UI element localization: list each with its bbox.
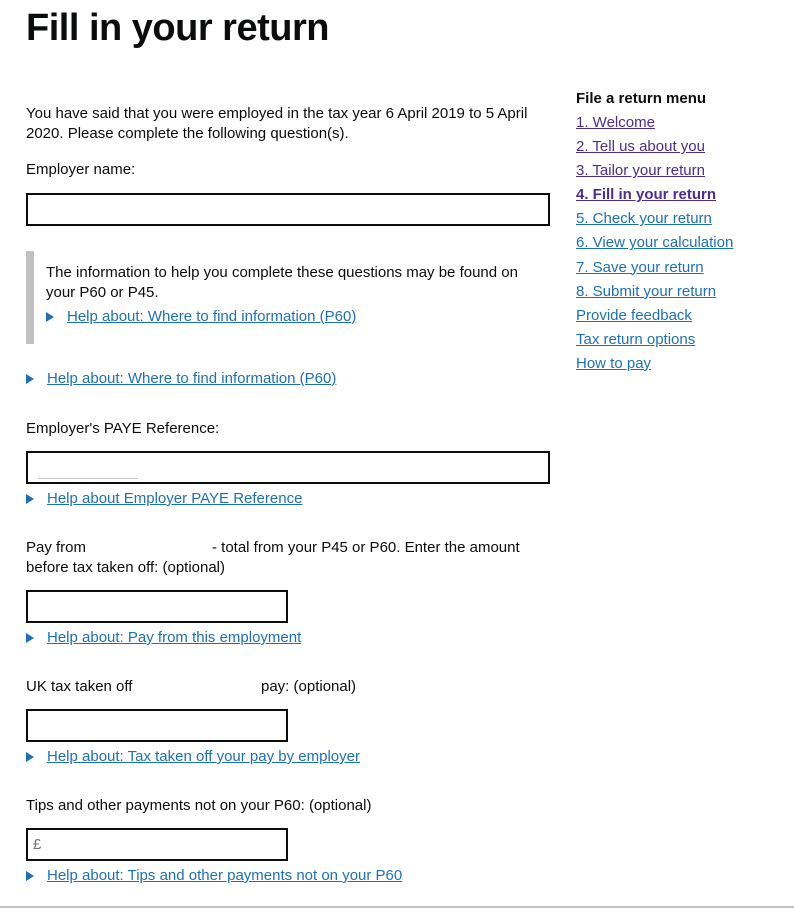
triangle-right-icon [46, 312, 54, 322]
file-return-menu [576, 89, 786, 378]
intro-text: You have said that you were employed in the tax year 6 April 2019 to 5 April 2020. Please complete the following question(s). [26, 105, 528, 142]
triangle-right-icon [26, 494, 34, 504]
tips-label: Tips and other payments not on your P60: (optional) [26, 797, 372, 814]
employer-name-input[interactable] [26, 193, 550, 226]
triangle-right-icon [26, 871, 34, 881]
page-title: Fill in your return [26, 7, 329, 49]
paye-reference-input[interactable] [26, 451, 550, 484]
nav-item-tailor-your-return[interactable]: 3. Tailor your return [576, 162, 705, 180]
inset-help-where-find-link[interactable]: Help about: Where to find information (P60) [67, 308, 357, 325]
triangle-right-icon [26, 374, 34, 384]
nav-item-view-your-calculation[interactable]: 6. View your calculation [576, 234, 734, 252]
help-uk-tax-link[interactable]: Help about: Tax taken off your pay by employer [47, 748, 360, 765]
uk-tax-label-suffix: pay: (optional) [261, 678, 357, 695]
nav-item-check-your-return[interactable]: 5. Check your return [576, 210, 712, 228]
tips-input[interactable] [26, 828, 288, 861]
nav-item-tell-us-about-you[interactable]: 2. Tell us about you [576, 138, 705, 156]
inset-text-block [26, 251, 546, 344]
pay-from-label-prefix: Pay from [26, 539, 87, 556]
paye-reference-label: Employer's PAYE Reference: [26, 420, 220, 437]
paye-reference-underline [38, 478, 138, 479]
inset-help-where-find-details[interactable] [46, 307, 536, 327]
pound-prefix: £ [33, 836, 42, 853]
help-paye-link[interactable]: Help about Employer PAYE Reference [47, 490, 303, 507]
pay-from-label-suffix: - total from your P45 or P60. Enter the amount before tax taken off: (optional) [26, 539, 520, 576]
help-pay-from-link[interactable]: Help about: Pay from this employment [47, 629, 302, 646]
help-uk-tax-details[interactable] [26, 747, 360, 767]
pay-from-input[interactable] [26, 590, 288, 623]
uk-tax-input[interactable] [26, 709, 288, 742]
nav-item-provide-feedback[interactable]: Provide feedback [576, 306, 692, 324]
nav-item-welcome[interactable]: 1. Welcome [576, 114, 655, 131]
file-return-menu-title: File a return menu [576, 90, 707, 107]
nav-item-tax-return-options[interactable]: Tax return options [576, 330, 696, 348]
nav-item-how-to-pay[interactable]: How to pay [576, 354, 652, 372]
help-tips-details[interactable] [26, 866, 402, 886]
help-where-find-link[interactable]: Help about: Where to find information (P60) [47, 370, 337, 387]
nav-item-submit-your-return[interactable]: 8. Submit your return [576, 282, 717, 300]
nav-item-save-your-return[interactable]: 7. Save your return [576, 258, 704, 276]
help-where-find-details[interactable] [26, 369, 336, 389]
uk-tax-label-prefix: UK tax taken off [26, 678, 133, 695]
triangle-right-icon [26, 633, 34, 643]
help-pay-from-details[interactable] [26, 628, 301, 648]
help-paye-details[interactable] [26, 489, 302, 509]
bottom-divider [0, 906, 794, 908]
triangle-right-icon [26, 752, 34, 762]
help-tips-link[interactable]: Help about: Tips and other payments not on your P60 [47, 867, 403, 884]
inset-text: The information to help you complete these questions may be found on your P60 or P45. [46, 264, 518, 301]
nav-item-fill-in-your-return[interactable]: 4. Fill in your return [576, 186, 717, 204]
employer-name-label: Employer name: [26, 161, 136, 178]
